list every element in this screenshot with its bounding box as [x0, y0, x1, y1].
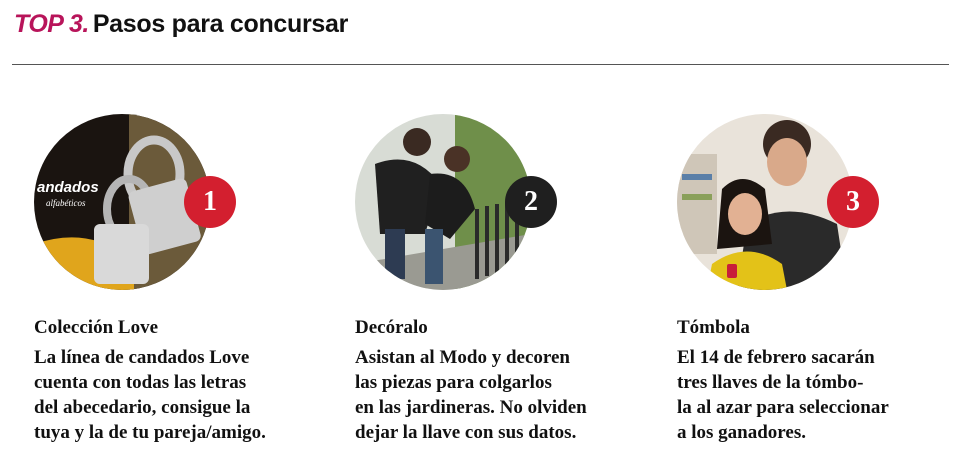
top-label: TOP 3.: [14, 10, 89, 38]
step-title: Tómbola: [677, 317, 750, 338]
description-line: Asistan al Modo y decoren: [355, 347, 570, 368]
step-title: Colección Love: [34, 317, 159, 338]
step-number-badge: 1: [184, 176, 236, 228]
description-line: las piezas para colgarlos: [355, 372, 552, 393]
divider: [12, 64, 949, 65]
step-number-badge: 3: [827, 176, 879, 228]
description-line: cuenta con todas las letras: [34, 372, 247, 393]
step-description: [34, 345, 266, 445]
description-line: dejar la llave con sus datos.: [355, 422, 577, 443]
step-description: [677, 345, 889, 445]
description-line: La línea de candados Love: [34, 347, 250, 368]
description-line: la al azar para seleccionar: [677, 397, 889, 418]
description-line: del abecedario, consigue la: [34, 397, 251, 418]
step-title: Decóralo: [355, 317, 428, 338]
page-title: Pasos para concursar: [92, 10, 349, 38]
section-header: [14, 10, 348, 39]
description-line: tres llaves de la tómbo-: [677, 372, 864, 393]
photo-text-line-2: alfabéticos: [46, 198, 86, 208]
step-number-badge: 2: [505, 176, 557, 228]
description-line: tuya y la de tu pareja/amigo.: [34, 422, 266, 443]
description-line: a los ganadores.: [677, 422, 806, 443]
step-description: [355, 345, 587, 445]
description-line: El 14 de febrero sacarán: [677, 347, 875, 368]
description-line: en las jardineras. No olviden: [355, 397, 587, 418]
photo-text-line-1: andados: [37, 179, 99, 196]
